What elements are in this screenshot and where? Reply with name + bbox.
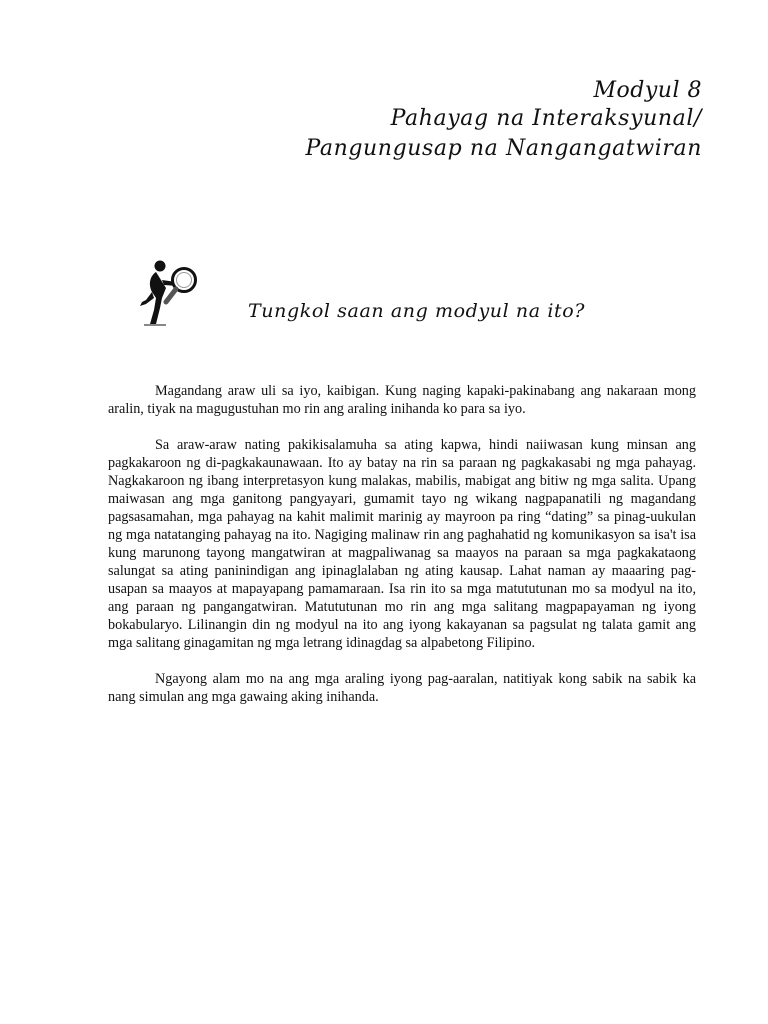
module-introduction: [108, 382, 696, 724]
about-section-header: [136, 258, 696, 328]
paragraph-overview: Sa araw-araw nating pakikisalamuha sa ating kapwa, hindi naiiwasan kung minsan ang pagkakaroon ng di-pagkakaunawaan. Ito ay batay na rin sa paraan ng pagkakasabi ng mga pahayag. Nagkakaroon ng ibang interpretasyon kung malakas, mabilis, mabigat ang bitiw ng mga salita. Upang maiwasan ang mga ganitong pangyayari, gumamit tayo ng wikang nagpapanatili ng magandang pagsasamahan, mga pahayag na kahit malimit marinig ay mayroon pa ring “dating” sa pinag-uukulan ng mga natatanging pahayag na ito. Nagiging malinaw rin ang paghahatid ng komunikasyon sa isa't isa kung marunong tayong mangatwiran at magpaliwanag sa maayos na paraan sa mga pagkakataong salungat sa ating paninindigan ang ipinaglalaban ng ating kausap. Lahat naman ay maaaring pag-usapan sa maayos at mapayapang pamamaraan. Isa rin ito sa mga matututunan mo sa modyul na ito, ang paraan ng pangangatwiran. Matututunan mo rin ang mga salitang magpapayaman ng iyong bokabularyo. Lilinangin din ng modyul na ito ang iyong kakayanan sa pagsulat ng talata gamit ang mga salitang ginagamitan ng mga letrang idinagdag sa alpabetong Filipino.: [108, 437, 696, 651]
module-number: Modyul 8: [593, 78, 702, 103]
paragraph-greeting: Magandang araw uli sa iyo, kaibigan. Kung naging kapaki-pakinabang ang nakaraan mong aralin, tiyak na magugustuhan mo rin ang araling inihanda ko para sa iyo.: [108, 383, 696, 417]
magnifying-glass-figure-icon: [136, 258, 204, 328]
about-heading: Tungkol saan ang modyul na ito?: [248, 300, 586, 322]
paragraph-closing: Ngayong alam mo na ang mga araling iyong pag-aaralan, natitiyak kong sabik na sabik ka nang simulan ang mga gawaing aking inihanda.: [108, 671, 696, 705]
module-header: [305, 78, 702, 164]
module-title-line-1: Pahayag na Interaksyunal/: [390, 106, 702, 131]
module-title-line-2: Pangungusap na Nangangatwiran: [305, 136, 702, 161]
